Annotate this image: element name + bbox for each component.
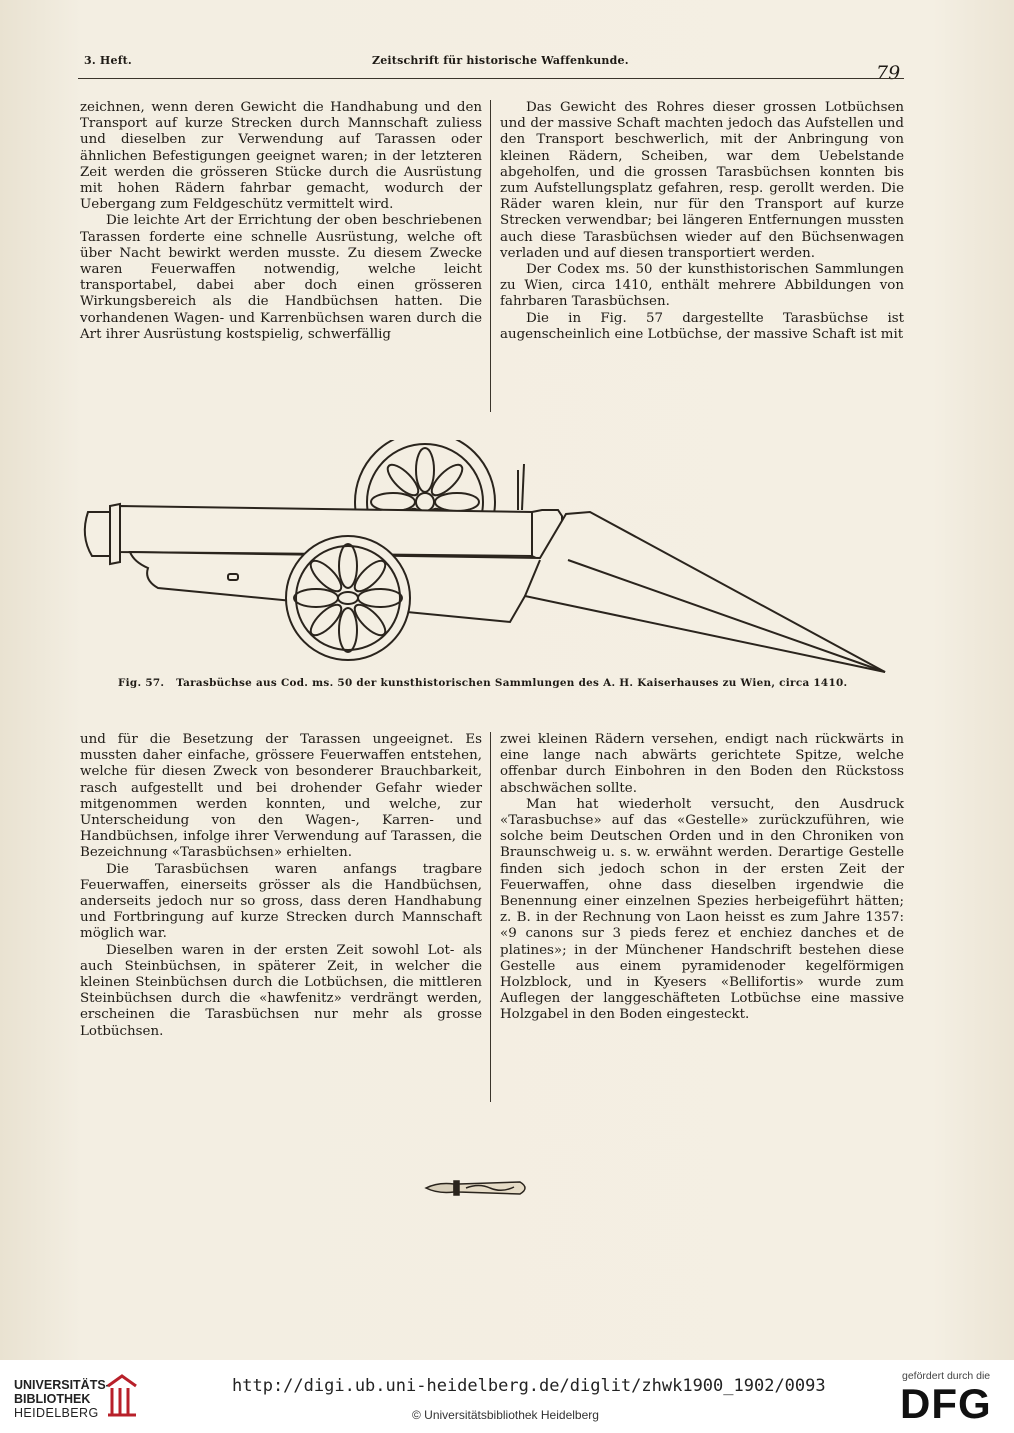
page-number: 79 bbox=[876, 62, 901, 84]
journal-title: Zeitschrift für historische Waffenkunde. bbox=[372, 54, 629, 67]
library-name-line: BIBLIOTHEK bbox=[14, 1392, 91, 1406]
library-name-line: HEIDELBERG bbox=[14, 1406, 99, 1420]
paragraph: zeichnen, wenn deren Gewicht die Handhabung und den Transport auf kurze Strecken durch Mannschaft zuliess und dieselben zur Verwendung auf Tarassen oder ähnlichen Befestigungen geeignet waren; in der letzteren Zeit werden die grösseren Stücke durch die Ausrüstung mit hohen Rädern fahrbar gemacht, wodurch der Uebergang zum Feldgeschütz vermittelt wird. bbox=[80, 100, 482, 213]
dfg-logo[interactable]: DFG bbox=[900, 1380, 992, 1427]
column-divider bbox=[490, 732, 491, 1102]
issue-label: 3. Heft. bbox=[84, 54, 132, 67]
figure-caption bbox=[118, 677, 888, 689]
library-mark-icon bbox=[104, 1372, 140, 1422]
column-top-right bbox=[500, 100, 904, 422]
funder-label: gefördert durch die bbox=[902, 1370, 991, 1382]
permalink-url[interactable]: http://digi.ub.uni-heidelberg.de/diglit/zhwk1900_1902/0093 bbox=[232, 1376, 826, 1396]
paragraph: Dieselben waren in der ersten Zeit sowohl Lot- als auch Steinbüchsen, in späterer Zeit, in welcher die kleinen Steinbüchsen durch die Lotbüchsen, die mittleren Steinbüchsen durch die «hawfenitz» verdrängt werden, erscheinen die Tarasbüchsen nur mehr als grosse Lotbüchsen. bbox=[80, 942, 482, 1039]
copyright-notice: © Universitätsbibliothek Heidelberg bbox=[412, 1408, 599, 1422]
library-logo[interactable] bbox=[14, 1378, 114, 1420]
paragraph: Die leichte Art der Errichtung der oben beschriebenen Tarassen forderte eine schnelle Ausrüstung, welche oft über Nacht bewirkt werden musste. Zu diesem Zwecke waren Feuerwaffen notwendig, welche leicht transportabel, dabei aber doch einen grösseren Wirkungsbereich als die Handbüchsen hatten. Die vorhandenen Wagen- und Karrenbüchsen waren durch die Art ihrer Ausrüstung kostspielig, schwerfällig bbox=[80, 213, 482, 342]
cannon-illustration bbox=[70, 440, 900, 676]
paragraph: zwei kleinen Rädern versehen, endigt nach rückwärts in eine lange nach abwärts gerichtete Spitze, welche offenbar durch Einbohren in den Boden den Rückstoss abschwächen sollte. bbox=[500, 732, 904, 796]
column-top-left bbox=[80, 100, 482, 422]
column-bottom-left bbox=[80, 732, 482, 1112]
figure-57-tarasbuechse bbox=[70, 440, 900, 680]
paragraph: Die in Fig. 57 dargestellte Tarasbüchse ist augenscheinlich eine Lotbüchse, der massive Schaft ist mit bbox=[500, 310, 904, 342]
footer-bar bbox=[0, 1360, 1014, 1433]
column-bottom-right bbox=[500, 732, 904, 1112]
paragraph: Man hat wiederholt versucht, den Ausdruck «Tarasbuchse» auf das «Gestelle» zurückzuführen, wie solche beim Deutschen Orden und in den Chroniken von Braunschweig u. s. w. erwähnt werden. Derartige Gestelle finden sich jedoch schon in der ersten Zeit der Feuerwaffen, ohne dass dieselben irgendwie die Benennung einer einzelnen Spezies herbeigeführt hätten; z. B. in der Rechnung von Laon heisst es zum Jahre 1357: «9 canons sur 3 pieds ferez et enchiez danches et de platines»; in der Münchener Handschrift bestehen diese Gestelle aus einem pyramidenoder kegelförmigen Holzblock, und in Kyesers «Bellifortis» wurde zum Auflegen der langgeschäfteten Lotbüchse eine massive Holzgabel in den Boden eingesteckt. bbox=[500, 796, 904, 1023]
caption-text: Tarasbüchse aus Cod. ms. 50 der kunsthistorischen Sammlungen des A. H. Kaiserhauses zu Wien, circa 1410. bbox=[176, 677, 848, 689]
dagger-ornament bbox=[424, 1174, 534, 1206]
front-wheel bbox=[286, 536, 410, 660]
paragraph: und für die Besetzung der Tarassen ungeeignet. Es mussten daher einfache, grössere Feuerwaffen entstehen, welche für diesen Zweck von besonderer Brauchbarkeit, rasch aufgestellt und bei drohender Gefahr wieder mitgenommen werden konnten, und welche, zur Unterscheidung von den Wagen-, Karren- und Handbüchsen, infolge ihrer Verwendung auf Tarassen, die Bezeichnung «Tarasbüchsen» erhielten. bbox=[80, 732, 482, 861]
column-divider bbox=[490, 100, 491, 412]
paragraph: Der Codex ms. 50 der kunsthistorischen Sammlungen zu Wien, circa 1410, enthält mehrere Abbildungen von fahrbaren Tarasbüchsen. bbox=[500, 262, 904, 310]
header-rule bbox=[78, 78, 904, 79]
paragraph: Das Gewicht des Rohres dieser grossen Lotbüchsen und der massive Schaft machten jedoch das Aufstellen und den Transport beschwerlich, mit der Anbringung von kleinen Rädern, Scheiben, war dem Uebelstande abgeholfen, und die grossen Tarasbüchsen konnten bis zum Aufstellungsplatz gefahren, resp. gerollt werden. Die Räder waren klein, nur für den Transport auf kurze Strecken verwendbar; bei längeren Entfernungen mussten auch diese Tarasbüchsen wieder auf den Büchsenwagen verladen und auf diesen transportiert werden. bbox=[500, 100, 904, 261]
library-name-line: UNIVERSITÄTS- bbox=[14, 1378, 110, 1392]
paragraph: Die Tarasbüchsen waren anfangs tragbare Feuerwaffen, einerseits grösser als die Handbüchsen, anderseits jedoch nur so gross, dass deren Handhabung und Fortbringung auf kurze Strecken durch Mannschaft möglich war. bbox=[80, 861, 482, 942]
caption-label: Fig. 57. bbox=[118, 677, 165, 689]
